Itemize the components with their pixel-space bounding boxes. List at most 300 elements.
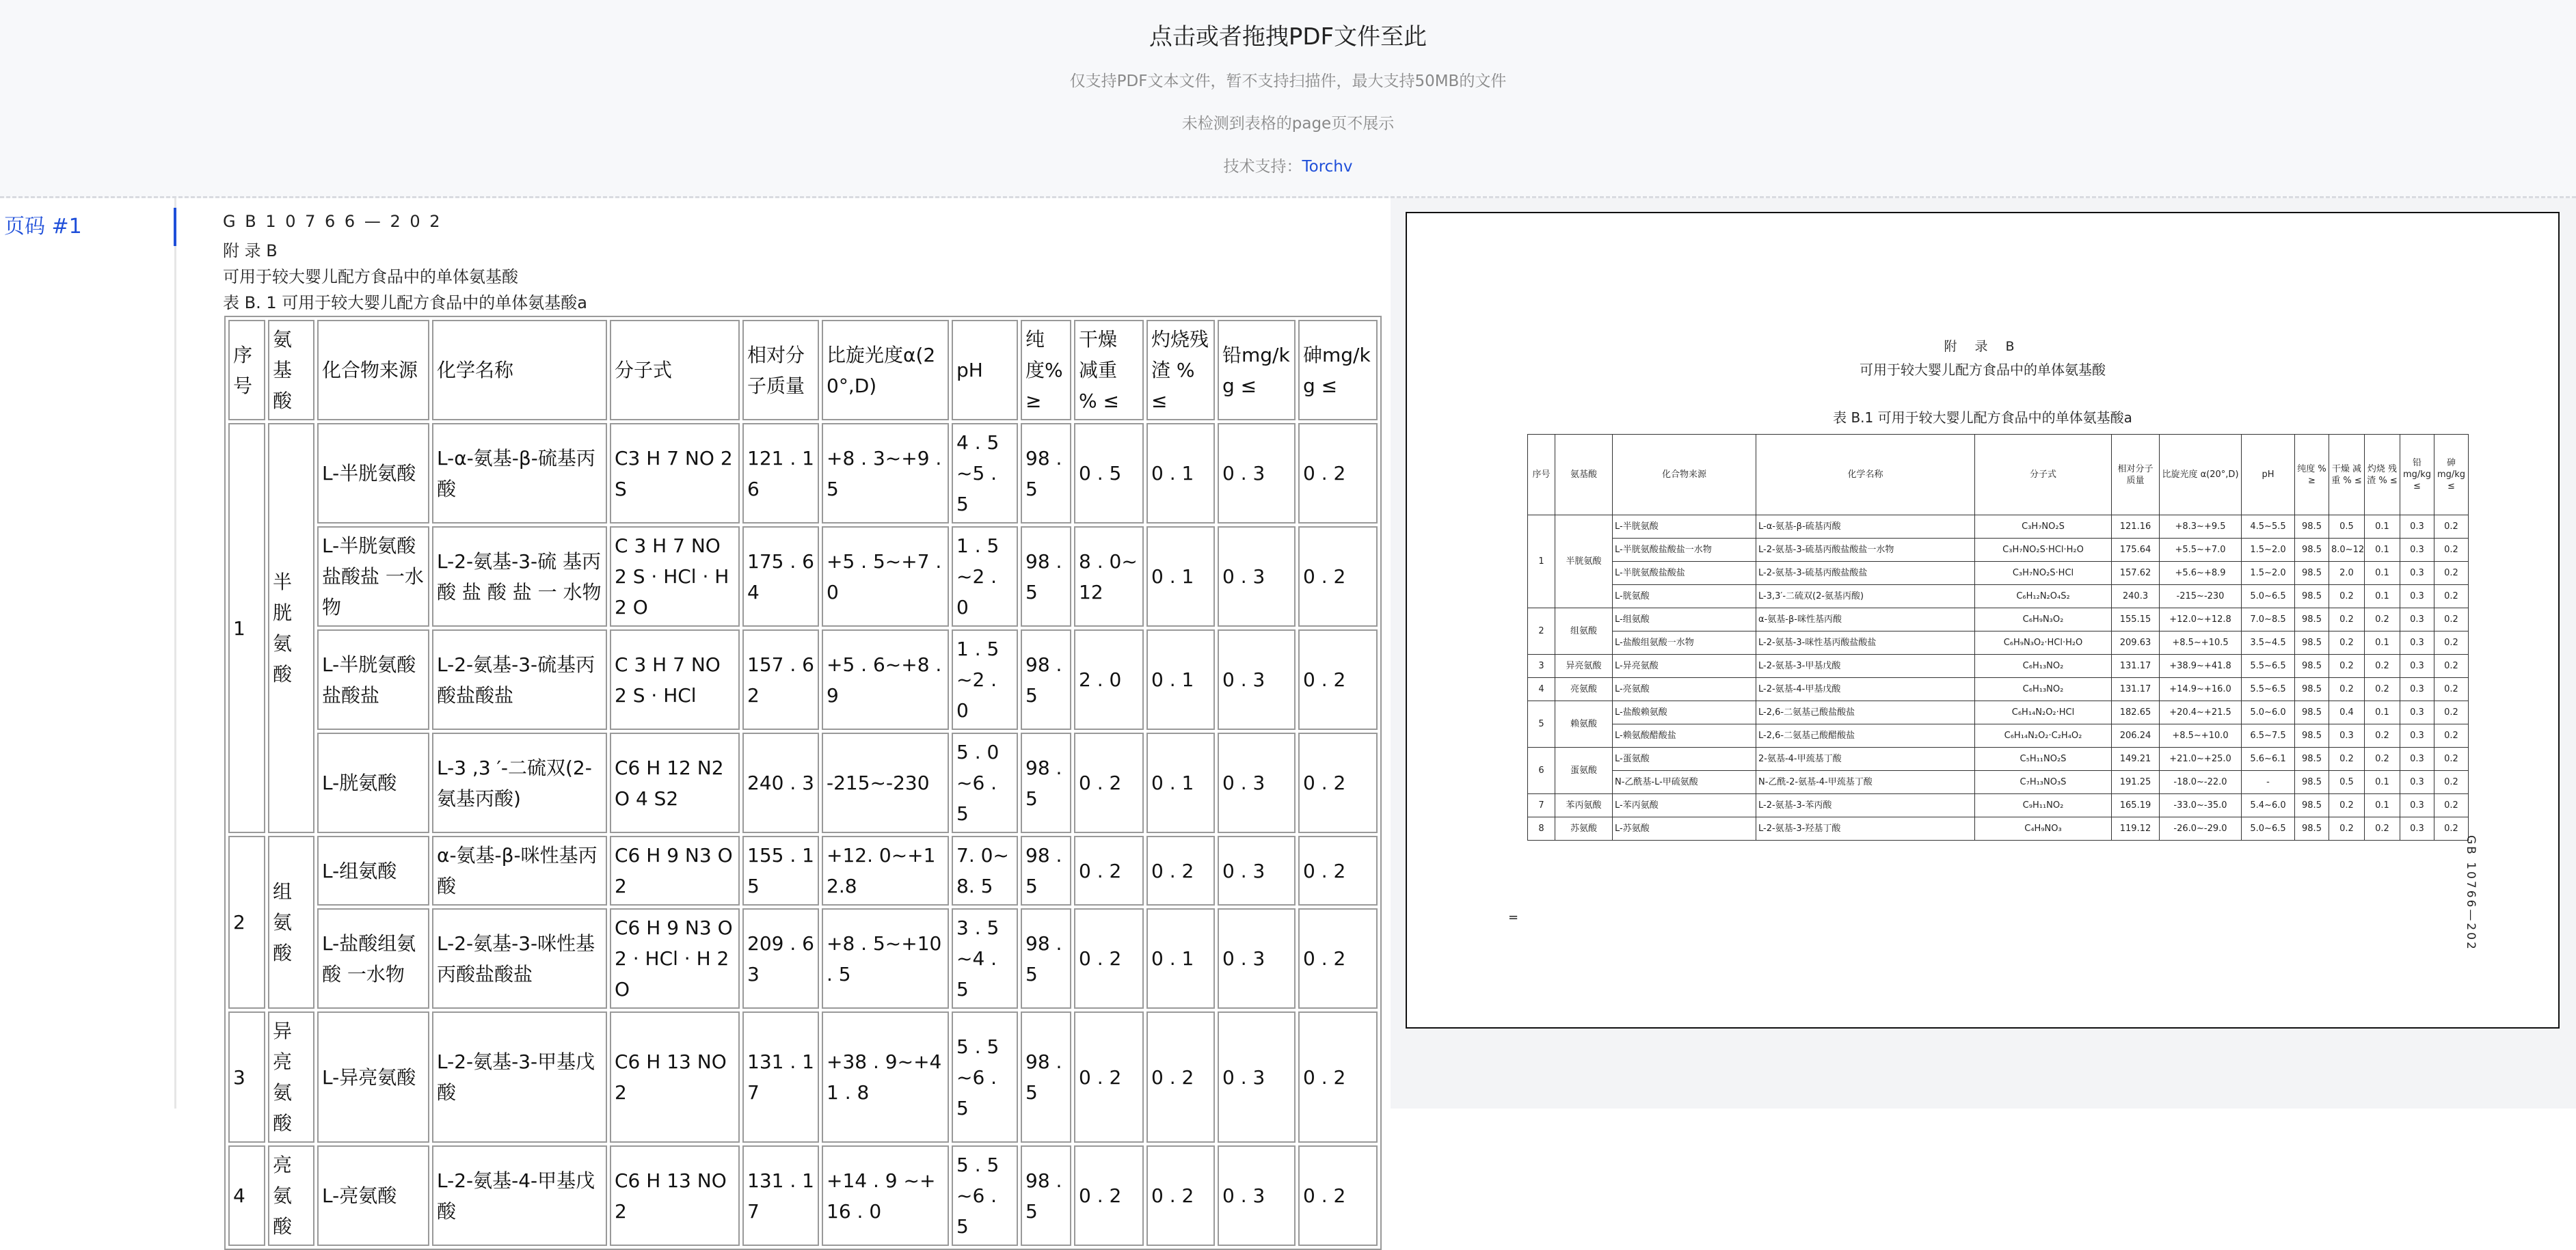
preview-cell: 0.1 [2365,631,2400,655]
table-cell: 0 . 2 [1074,908,1144,1009]
table-cell: L-2-氨基-3-甲基戊酸 [432,1011,607,1143]
table-cell: 98 . 5 [1021,526,1071,627]
preview-cell: L-盐酸组氨酸一水物 [1613,631,1756,655]
preview-cell: L-2-氨基-3-咪性基丙酸盐酸盐 [1756,631,1975,655]
preview-cell: L-半胱氨酸盐酸盐一水物 [1613,539,1756,562]
table-cell: 5 . 5~6 . 5 [952,1011,1018,1143]
preview-cell: 0.3 [2329,724,2365,748]
table-cell: 98 . 5 [1021,733,1071,833]
preview-cell: 149.21 [2112,748,2160,771]
preview-cell: 0.3 [2400,539,2434,562]
header-cell: 分子式 [610,320,740,420]
preview-cell: 蛋氨酸 [1555,748,1613,794]
table-cell: L-盐酸组氨酸 一水物 [317,908,429,1009]
preview-cell: 1.5~2.0 [2242,562,2295,585]
preview-cell: 98.5 [2295,539,2329,562]
preview-cell: 0.3 [2400,748,2434,771]
preview-cell: -33.0~-35.0 [2160,794,2242,817]
table-cell: 0 . 1 [1146,526,1215,627]
preview-cell: - [2242,771,2295,794]
preview-cell: 98.5 [2295,794,2329,817]
table-cell: 1 . 5~2 . 0 [952,526,1018,627]
table-cell: 0 . 2 [1146,1145,1215,1246]
table-header-row [228,320,1378,420]
preview-cell: 2 [1528,608,1555,655]
preview-cell: C₆H₁₃NO₂ [1975,678,2112,701]
preview-row [1528,562,2469,585]
preview-cell: 4 [1528,678,1555,701]
preview-subtitle: 可用于较大婴儿配方食品中的单体氨基酸 [1860,362,2106,378]
preview-cell: 131.17 [2112,678,2160,701]
preview-cell: +12.0~+12.8 [2160,608,2242,631]
preview-cell: C₄H₉NO₃ [1975,817,2112,841]
table-cell: 0 . 2 [1074,1011,1144,1143]
preview-cell: 亮氨酸 [1555,678,1613,701]
preview-cell: 0.3 [2400,608,2434,631]
header-cell: 干燥 减重 % ≤ [1074,320,1144,420]
table-cell: L-α-氨基-β-硫基丙酸 [432,423,607,524]
preview-cell: 半胱氨酸 [1555,515,1613,608]
table-cell: 98 . 5 [1021,1011,1071,1143]
table-cell: C6 H 9 N3 O 2 · HCl · H 2 O [610,908,740,1009]
preview-cell: 6.5~7.5 [2242,724,2295,748]
preview-cell: C₆H₉N₃O₂ [1975,608,2112,631]
preview-header-cell: 干燥 减重 % ≤ [2329,435,2365,515]
table-cell: 0 . 2 [1298,1011,1378,1143]
table-cell: 0 . 2 [1298,733,1378,833]
preview-cell: 0.5 [2329,515,2365,539]
table-cell: +14 . 9 ~+16 . 0 [822,1145,949,1246]
preview-cell: 0.2 [2365,655,2400,678]
table-cell: 5 . 5~6 . 5 [952,1145,1018,1246]
preview-cell: 3.5~4.5 [2242,631,2295,655]
table-cell: 0 . 2 [1298,423,1378,524]
table-cell: C 3 H 7 NO 2 S · HCl · H 2 O [610,526,740,627]
table-cell: 0 . 3 [1218,733,1296,833]
preview-cell: 0.2 [2329,748,2365,771]
table-cell: 175 . 64 [742,526,819,627]
table-cell: 0 . 3 [1218,629,1296,730]
preview-cell: 209.63 [2112,631,2160,655]
table-cell: 157 . 62 [742,629,819,730]
preview-cell: 0.3 [2400,817,2434,841]
table-row [228,733,1378,833]
preview-cell: 121.16 [2112,515,2160,539]
preview-cell: 157.62 [2112,562,2160,585]
preview-cell: 98.5 [2295,608,2329,631]
table-cell: 0 . 5 [1074,423,1144,524]
preview-cell: 0.2 [2329,585,2365,608]
preview-cell: 异亮氨酸 [1555,655,1613,678]
table-cell: 131 . 17 [742,1145,819,1246]
preview-cell: 0.3 [2400,678,2434,701]
preview-cell: C₆H₁₃NO₂ [1975,655,2112,678]
table-cell: +8 . 3~+9 . 5 [822,423,949,524]
table-cell: 98 . 5 [1021,423,1071,524]
table-cell: 0 . 2 [1298,1145,1378,1246]
preview-row [1528,817,2469,841]
preview-row [1528,515,2469,539]
table-cell: 7. 0~8. 5 [952,836,1018,906]
table-cell: 209 . 63 [742,908,819,1009]
table-cell: C6 H 9 N3 O 2 [610,836,740,906]
preview-cell: 0.3 [2400,515,2434,539]
preview-cell: 98.5 [2295,655,2329,678]
preview-row [1528,748,2469,771]
preview-cell: 0.2 [2329,608,2365,631]
preview-cell: L-3,3′-二硫双(2-氨基丙酸) [1756,585,1975,608]
table-cell: 155 . 15 [742,836,819,906]
table-cell: 0 . 3 [1218,526,1296,627]
table-row [228,1011,1378,1143]
preview-cell: 0.2 [2434,515,2469,539]
preview-cell: 0.2 [2365,748,2400,771]
preview-header-cell: 化学名称 [1756,435,1975,515]
drop-zone-title[interactable]: 点击或者拖拽PDF文件至此 [1149,23,1427,51]
preview-row [1528,794,2469,817]
table-cell: L-异亮氨酸 [317,1011,429,1143]
header-cell: 铅mg/kg ≤ [1218,320,1296,420]
preview-cell: L-蛋氨酸 [1613,748,1756,771]
table-cell: L-3 ,3 ′-二硫双(2-氨基丙酸) [432,733,607,833]
preview-cell: 98.5 [2295,748,2329,771]
preview-row [1528,701,2469,724]
preview-cell: 0.3 [2400,562,2434,585]
preview-cell: +8.5~+10.5 [2160,631,2242,655]
pdf-drop-zone[interactable] [0,0,2576,198]
preview-cell: 0.2 [2365,817,2400,841]
extracted-content [176,198,1391,1238]
table-cell: 5 . 0~6 . 5 [952,733,1018,833]
preview-cell: 0.1 [2365,515,2400,539]
preview-cell: 0.2 [2434,631,2469,655]
table-cell: 98 . 5 [1021,836,1071,906]
table-cell: L-亮氨酸 [317,1145,429,1246]
preview-cell: C₆H₁₄N₂O₂·HCl [1975,701,2112,724]
table-cell: 8 . 0~12 [1074,526,1144,627]
preview-cell: C₅H₁₁NO₂S [1975,748,2112,771]
preview-cell: 0.1 [2365,585,2400,608]
preview-cell: L-2-氨基-3-硫基丙酸盐酸盐一水物 [1756,539,1975,562]
table-cell: L-半胱氨酸 [317,423,429,524]
preview-cell: C₃H₇NO₂S·HCl [1975,562,2112,585]
table-cell: L-2-氨基-3-硫基丙酸盐酸盐 [432,629,607,730]
table-cell: 0 . 3 [1218,423,1296,524]
table-cell: α-氨基-β-咪性基丙酸 [432,836,607,906]
table-cell: 0 . 3 [1218,836,1296,906]
preview-cell: 119.12 [2112,817,2160,841]
table-cell: 0 . 2 [1298,526,1378,627]
table-row [228,836,1378,906]
preview-cell: 5.5~6.5 [2242,678,2295,701]
preview-cell: 98.5 [2295,678,2329,701]
table-cell: L-2-氨基-3-硫 基丙 酸 盐 酸 盐 一 水物 [432,526,607,627]
table-cell: 0 . 2 [1298,836,1378,906]
table-cell: 3 . 5~4 . 5 [952,908,1018,1009]
preview-cell: C₃H₇NO₂S·HCl·H₂O [1975,539,2112,562]
table-cell: 0 . 2 [1298,908,1378,1009]
amino-acid-cell: 异亮氨酸 [268,1011,314,1143]
preview-header-cell: 灼烧 残渣 % ≤ [2365,435,2400,515]
preview-cell: +38.9~+41.8 [2160,655,2242,678]
extracted-table-body [228,320,1378,1246]
preview-cell: C₆H₁₄N₂O₂·C₂H₄O₂ [1975,724,2112,748]
header-cell: 相对分子质量 [742,320,819,420]
preview-cell: 5.0~6.5 [2242,585,2295,608]
table-cell: C 3 H 7 NO 2 S · HCl [610,629,740,730]
seq-cell: 4 [228,1145,265,1246]
preview-cell: 0.4 [2329,701,2365,724]
preview-cell: L-2,6-二氨基己酸醋酸盐 [1756,724,1975,748]
preview-cell: 0.2 [2434,678,2469,701]
preview-cell: 5.6~6.1 [2242,748,2295,771]
table-cell: C6 H 13 NO 2 [610,1011,740,1143]
preview-cell: -26.0~-29.0 [2160,817,2242,841]
preview-header-cell: 比旋光度 α(20°,D) [2160,435,2242,515]
table-cell: 121 . 16 [742,423,819,524]
preview-header-cell: 化合物来源 [1613,435,1756,515]
page-nav [0,198,176,1109]
preview-cell: α-氨基-β-咪性基丙酸 [1756,608,1975,631]
preview-cell: 155.15 [2112,608,2160,631]
preview-cell: 0.2 [2365,678,2400,701]
header-cell: 化合物来源 [317,320,429,420]
preview-cell: 0.3 [2400,771,2434,794]
preview-cell: 赖氨酸 [1555,701,1613,748]
preview-cell: 6 [1528,748,1555,794]
preview-cell: L-α-氨基-β-硫基丙酸 [1756,515,1975,539]
preview-cell: 0.2 [2329,631,2365,655]
table-cell: L-2-氨基-4-甲基戊酸 [432,1145,607,1246]
preview-cell: 组氨酸 [1555,608,1613,655]
table-cell: +5 . 5~+7 . 0 [822,526,949,627]
preview-cell: 0.2 [2434,794,2469,817]
preview-cell: 131.17 [2112,655,2160,678]
preview-cell: L-2-氨基-3-甲基戊酸 [1756,655,1975,678]
preview-cell: 苏氨酸 [1555,817,1613,841]
preview-header-cell: 相对分子质量 [2112,435,2160,515]
preview-cell: C₆H₁₂N₂O₄S₂ [1975,585,2112,608]
table-cell: 0 . 2 [1074,1145,1144,1246]
preview-cell: 0.1 [2365,701,2400,724]
preview-cell: 0.3 [2400,701,2434,724]
table-cell: 1 . 5~2 . 0 [952,629,1018,730]
preview-cell: L-苏氨酸 [1613,817,1756,841]
preview-cell: 0.3 [2400,794,2434,817]
preview-cell: 0.5 [2329,771,2365,794]
preview-cell: 5 [1528,701,1555,748]
table-cell: 2 . 0 [1074,629,1144,730]
seq-cell: 2 [228,836,265,1009]
preview-cell: L-2-氨基-4-甲基戊酸 [1756,678,1975,701]
preview-cell: L-半胱氨酸盐酸盐 [1613,562,1756,585]
preview-cell: L-2-氨基-3-苯丙酸 [1756,794,1975,817]
preview-cell: 1.5~2.0 [2242,539,2295,562]
preview-cell: C₆H₉N₃O₂·HCl·H₂O [1975,631,2112,655]
table-cell: C6 H 12 N2 O 4 S2 [610,733,740,833]
table-cell: +38 . 9~+41 . 8 [822,1011,949,1143]
table-cell: 0 . 2 [1146,836,1215,906]
preview-cell: +20.4~+21.5 [2160,701,2242,724]
preview-cell: L-半胱氨酸 [1613,515,1756,539]
preview-cell: -215~-230 [2160,585,2242,608]
table-row [228,629,1378,730]
no-table-warning: 未检测到表格的page页不展示 [1181,115,1395,133]
standard-number: G B 1 0 7 6 6 — 2 0 2 [223,212,442,231]
preview-cell: 5.0~6.5 [2242,817,2295,841]
preview-cell: 4.5~5.5 [2242,515,2295,539]
table-cell: C6 H 13 NO 2 [610,1145,740,1246]
preview-cell: 3 [1528,655,1555,678]
preview-cell: L-异亮氨酸 [1613,655,1756,678]
table-cell: 0 . 1 [1146,733,1215,833]
preview-table-body [1528,435,2469,841]
table-cell: 0 . 3 [1218,1011,1296,1143]
preview-cell: 165.19 [2112,794,2160,817]
preview-header-row [1528,435,2469,515]
preview-cell: N-乙酰基-L-甲硫氨酸 [1613,771,1756,794]
amino-acid-cell: 半胱氨酸 [268,423,314,833]
preview-cell: N-乙酰-2-氨基-4-甲巯基丁酸 [1756,771,1975,794]
preview-cell: 0.1 [2365,771,2400,794]
preview-cell: 0.2 [2434,608,2469,631]
preview-cell: 206.24 [2112,724,2160,748]
preview-cell: 0.1 [2365,794,2400,817]
preview-cell: L-胱氨酸 [1613,585,1756,608]
preview-cell: L-2-氨基-3-羟基丁酸 [1756,817,1975,841]
preview-cell: 7.0~8.5 [2242,608,2295,631]
table-cell: L-半胱氨酸盐酸盐 一水物 [317,526,429,627]
table-row [228,1145,1378,1246]
preview-cell: 0.2 [2434,817,2469,841]
table-cell: 0 . 1 [1146,908,1215,1009]
preview-cell: L-盐酸赖氨酸 [1613,701,1756,724]
preview-cell: 0.2 [2434,724,2469,748]
amino-acid-cell: 亮氨酸 [268,1145,314,1246]
table-row [228,423,1378,524]
preview-cell: 175.64 [2112,539,2160,562]
header-cell: 纯度% ≥ [1021,320,1071,420]
appendix-label: 附 录 B [223,241,278,260]
preview-cell: 182.65 [2112,701,2160,724]
preview-cell: 98.5 [2295,585,2329,608]
preview-header-cell: 序号 [1528,435,1555,515]
preview-cell: 98.5 [2295,562,2329,585]
table-cell: -215~-230 [822,733,949,833]
upload-note: 仅支持PDF文本文件，暂不支持扫描件，最大支持50MB的文件 [1069,72,1507,90]
preview-cell: C₃H₇NO₂S [1975,515,2112,539]
preview-row [1528,631,2469,655]
preview-row [1528,608,2469,631]
torchv-link[interactable]: Torchv [1302,158,1353,176]
table-cell: +8 . 5~+10 . 5 [822,908,949,1009]
preview-cell: C₇H₁₃NO₃S [1975,771,2112,794]
preview-cell: 0.2 [2434,539,2469,562]
table-cell: 0 . 3 [1218,1145,1296,1246]
table-cell: 0 . 1 [1146,423,1215,524]
preview-side-label: GB 10766—202 [2464,835,2478,951]
preview-header-cell: 铅 mg/kg ≤ [2400,435,2434,515]
preview-header-cell: 氨基酸 [1555,435,1613,515]
table-cell: 131 . 17 [742,1011,819,1143]
preview-header-cell: 分子式 [1975,435,2112,515]
tech-support [0,154,2576,176]
preview-cell: 0.2 [2365,608,2400,631]
header-cell: 比旋光度α(20°,D) [822,320,949,420]
preview-row [1528,585,2469,608]
preview-cell: 0.2 [2434,562,2469,585]
preview-caption: 表 B.1 可用于较大婴儿配方食品中的单体氨基酸a [1833,409,2132,426]
preview-cell: 0.2 [2434,748,2469,771]
table-cell: C3 H 7 NO 2 S [610,423,740,524]
preview-cell: 5.5~6.5 [2242,655,2295,678]
preview-cell: 0.2 [2329,794,2365,817]
preview-cell: 0.2 [2434,655,2469,678]
preview-cell: 0.2 [2329,678,2365,701]
preview-row [1528,724,2469,748]
seq-cell: 3 [228,1011,265,1143]
preview-header-cell: pH [2242,435,2295,515]
preview-header-cell: 纯度 % ≥ [2295,435,2329,515]
table-cell: L-2-氨基-3-咪性基丙酸盐酸盐 [432,908,607,1009]
table-cell: 0 . 1 [1146,629,1215,730]
preview-cell: 98.5 [2295,631,2329,655]
preview-cell: +8.3~+9.5 [2160,515,2242,539]
extracted-table [224,316,1382,1250]
preview-cell: 0.1 [2365,539,2400,562]
seq-cell: 1 [228,423,265,833]
preview-cell: 0.2 [2434,771,2469,794]
preview-cell: 0.2 [2434,701,2469,724]
preview-cell: 0.3 [2400,631,2434,655]
table-cell: 0 . 2 [1298,629,1378,730]
pdf-preview [1391,198,2576,1109]
preview-cell: L-2,6-二氨基己酸盐酸盐 [1756,701,1975,724]
tech-support-label: 技术支持： [1223,158,1302,176]
header-cell: 化学名称 [432,320,607,420]
preview-cell: +14.9~+16.0 [2160,678,2242,701]
preview-cell: L-赖氨酸醋酸盐 [1613,724,1756,748]
preview-cell: 98.5 [2295,771,2329,794]
amino-acid-cell: 组氨酸 [268,836,314,1009]
header-cell: 氨基酸 [268,320,314,420]
header-cell: 灼烧残渣 % ≤ [1146,320,1215,420]
preview-row [1528,771,2469,794]
table-cell: 4 . 5~5 . 5 [952,423,1018,524]
header-cell: pH [952,320,1018,420]
page-nav-item-1[interactable]: 页码 #1 [0,208,176,246]
table-cell: +5 . 6~+8 . 9 [822,629,949,730]
table-row [228,908,1378,1009]
preview-cell: 8 [1528,817,1555,841]
preview-cell: 98.5 [2295,724,2329,748]
table-cell: 240 . 3 [742,733,819,833]
table-cell: 0 . 2 [1074,733,1144,833]
preview-cell: 0.2 [2434,585,2469,608]
doc-subtitle: 可用于较大婴儿配方食品中的单体氨基酸 [223,267,518,286]
preview-cell: 98.5 [2295,817,2329,841]
page-mark: = [1508,910,1519,925]
table-cell: 0 . 2 [1074,836,1144,906]
preview-cell: 0.2 [2329,817,2365,841]
preview-cell: 0.3 [2400,585,2434,608]
preview-cell: 0.3 [2400,655,2434,678]
header-cell: 序号 [228,320,265,420]
preview-cell: 98.5 [2295,515,2329,539]
preview-cell: L-2-氨基-3-硫基丙酸盐酸盐 [1756,562,1975,585]
preview-cell: 0.2 [2329,655,2365,678]
table-cell: 98 . 5 [1021,629,1071,730]
